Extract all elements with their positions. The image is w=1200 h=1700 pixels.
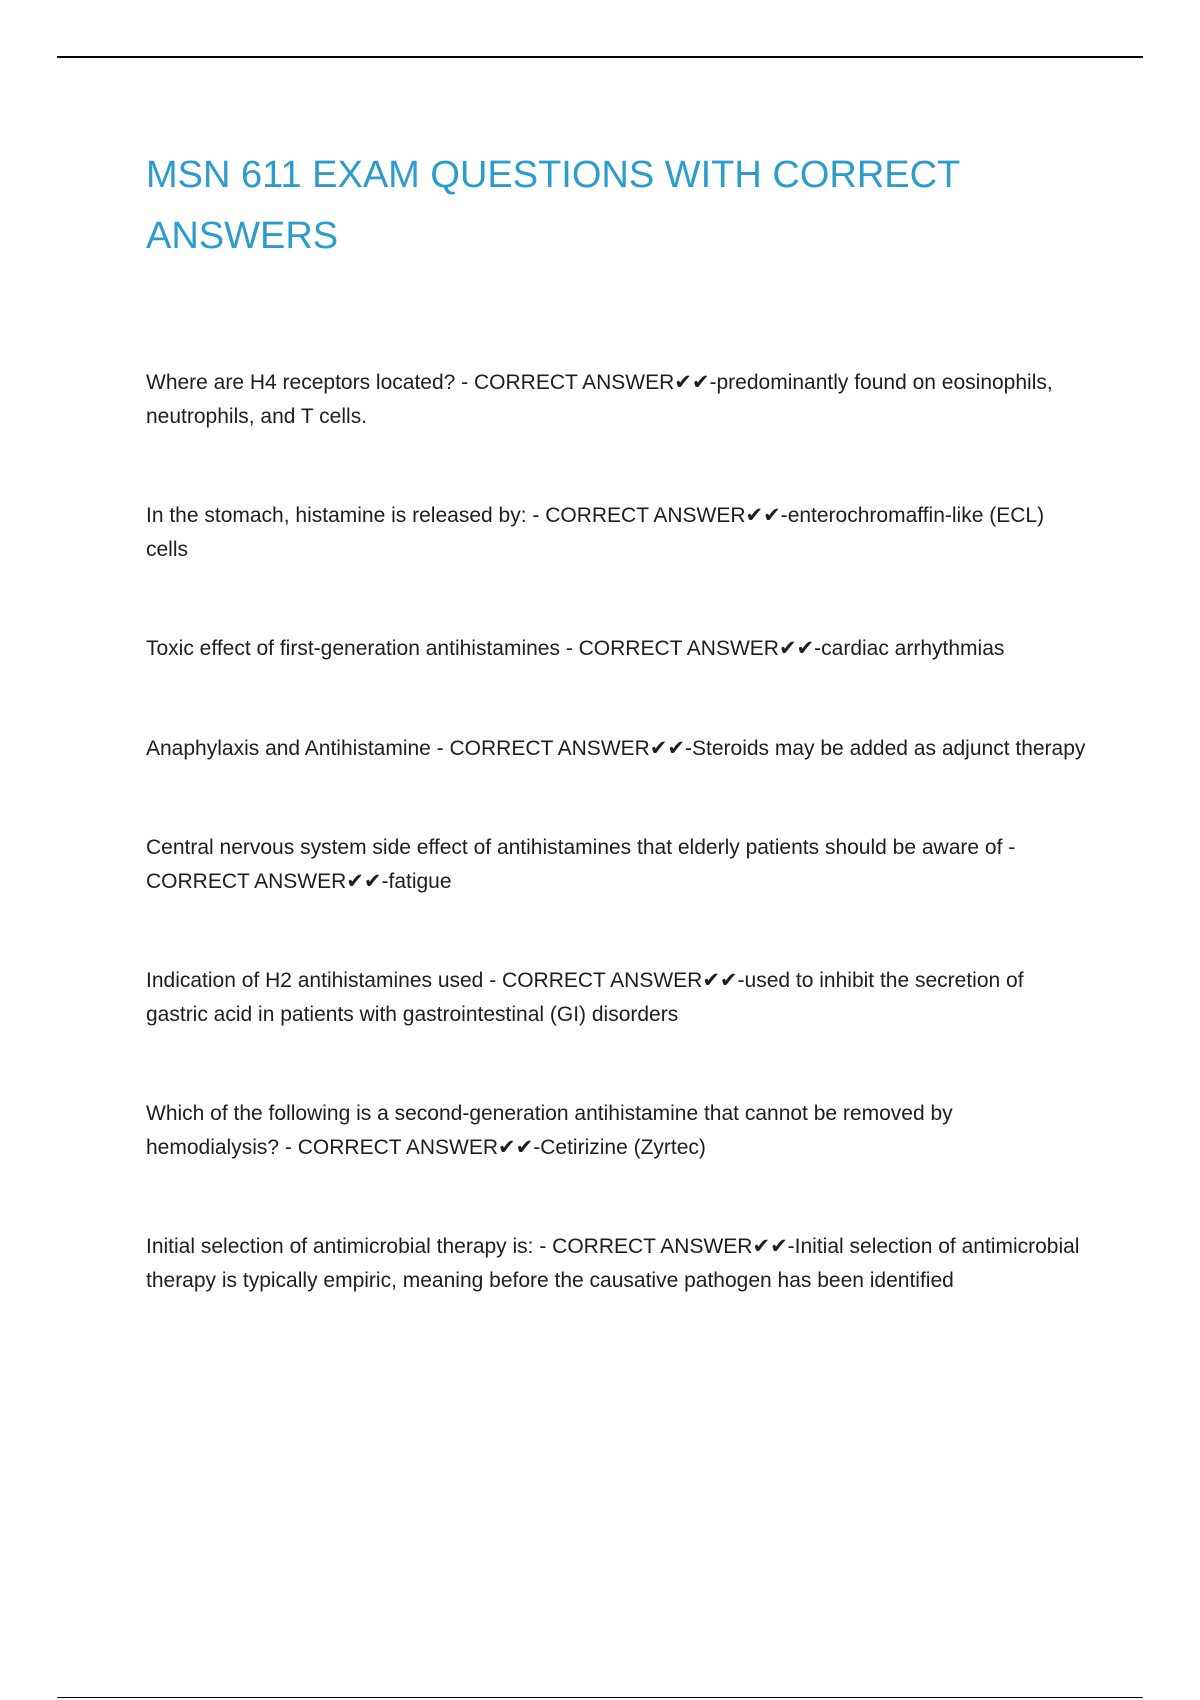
question-text: Anaphylaxis and Antihistamine <box>146 736 431 760</box>
qa-item <box>146 632 1091 666</box>
answer-marker: - CORRECT ANSWER✔✔- <box>559 637 822 660</box>
document-title: MSN 611 EXAM QUESTIONS WITH CORRECT ANSWERS <box>146 154 960 257</box>
answer-text: predominantly found on eosinophils, neutrophils, and T cells. <box>146 371 1053 428</box>
answer-marker: - CORRECT ANSWER✔✔- <box>526 504 788 527</box>
bottom-rule <box>57 1697 1143 1698</box>
answer-marker: - CORRECT ANSWER✔✔- <box>279 1135 541 1159</box>
answer-text: enterochromaffin-like (ECL) cells <box>146 504 1045 561</box>
question-text: Initial selection of antimicrobial therapy is: <box>146 1235 534 1258</box>
answer-marker: - CORRECT ANSWER✔✔- <box>483 969 745 992</box>
answer-text: Steroids may be added as adjunct therapy <box>692 736 1086 760</box>
answer-text: fatigue <box>388 869 452 893</box>
qa-item <box>146 964 1091 1031</box>
answer-marker: - CORRECT ANSWER✔✔- <box>146 836 1016 893</box>
answer-text: Cetirizine (Zyrtec) <box>540 1135 706 1159</box>
qa-item <box>146 1097 1091 1164</box>
qa-item <box>146 831 1091 898</box>
qa-item <box>146 732 1091 766</box>
answer-marker: - CORRECT ANSWER✔✔- <box>430 736 692 760</box>
question-text: Toxic effect of first-generation antihistamines <box>146 637 560 660</box>
question-text: Where are H4 receptors located? <box>146 371 456 394</box>
qa-item <box>146 1230 1091 1297</box>
question-text: Central nervous system side effect of antihistamines that elderly patients should be aware of <box>146 836 1003 859</box>
qa-item <box>146 366 1091 433</box>
question-text: Indication of H2 antihistamines used <box>146 969 484 992</box>
answer-text: Initial selection of antimicrobial therapy is typically empiric, meaning before the causative pathogen has been identified <box>146 1235 1080 1292</box>
answer-text: cardiac arrhythmias <box>821 637 1005 660</box>
answer-text: used to inhibit the secretion of gastric acid in patients with gastrointestinal (GI) disorders <box>146 969 1024 1026</box>
question-text: In the stomach, histamine is released by: <box>146 504 527 527</box>
top-rule <box>57 56 1143 58</box>
answer-marker: - CORRECT ANSWER✔✔- <box>533 1235 795 1258</box>
qa-item <box>146 499 1091 566</box>
qa-list <box>146 366 1091 1363</box>
question-text: Which of the following is a second-generation antihistamine that cannot be removed by hemodialysis? <box>146 1102 953 1159</box>
answer-marker: - CORRECT ANSWER✔✔- <box>455 371 717 394</box>
